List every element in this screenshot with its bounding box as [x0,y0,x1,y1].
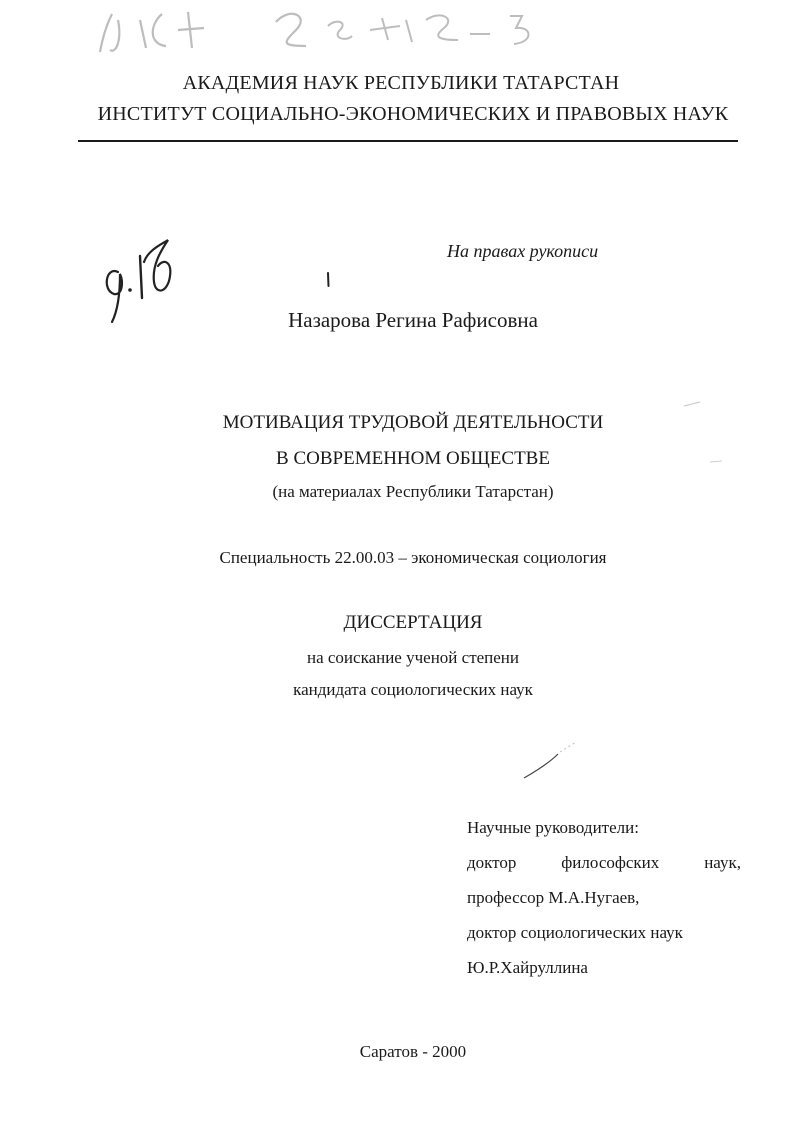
supervisor-1-name: профессор М.А.Нугаев, [467,888,640,907]
header-divider [78,140,738,142]
document-type: ДИССЕРТАЦИЯ [343,612,483,633]
author-name: Назарова Регина Рафисовна [288,308,538,332]
supervisors-block [467,810,741,985]
institute-name: ИНСТИТУТ СОЦИАЛЬНО-ЭКОНОМИЧЕСКИХ И ПРАВОВЫХ НАУК [97,103,729,125]
specialty-line: Специальность 22.00.03 – экономическая социология [219,548,607,567]
supervisor-2-degree: доктор социологических наук [467,923,683,942]
stray-pencil-mark [708,458,724,464]
supervisors-heading: Научные руководители: [467,818,639,837]
degree-word: наук, [704,853,741,872]
stray-pencil-mark [682,400,702,408]
handwritten-archive-number [70,0,630,70]
manuscript-rights-note: На правах рукописи [447,241,599,261]
degree-word: философских [561,853,660,872]
thesis-subtitle: (на материалах Республики Татарстан) [272,482,554,501]
supervisor-2-name: Ю.Р.Хайруллина [467,958,588,977]
stray-pencil-mark [520,740,580,784]
city-and-year: Саратов - 2000 [359,1042,467,1061]
small-pen-mark [325,272,331,288]
thesis-title-line-2: В СОВРЕМЕННОМ ОБЩЕСТВЕ [276,448,550,469]
degree-purpose: на соискание ученой степени [306,648,520,667]
thesis-title-line-1: МОТИВАЦИЯ ТРУДОВОЙ ДЕЯТЕЛЬНОСТИ [222,412,604,433]
degree-word: доктор [467,853,517,872]
supervisor-1-degree [467,845,741,880]
academy-name: АКАДЕМИЯ НАУК РЕСПУБЛИКИ ТАТАРСТАН [182,72,620,94]
degree-name: кандидата социологических наук [293,680,533,699]
